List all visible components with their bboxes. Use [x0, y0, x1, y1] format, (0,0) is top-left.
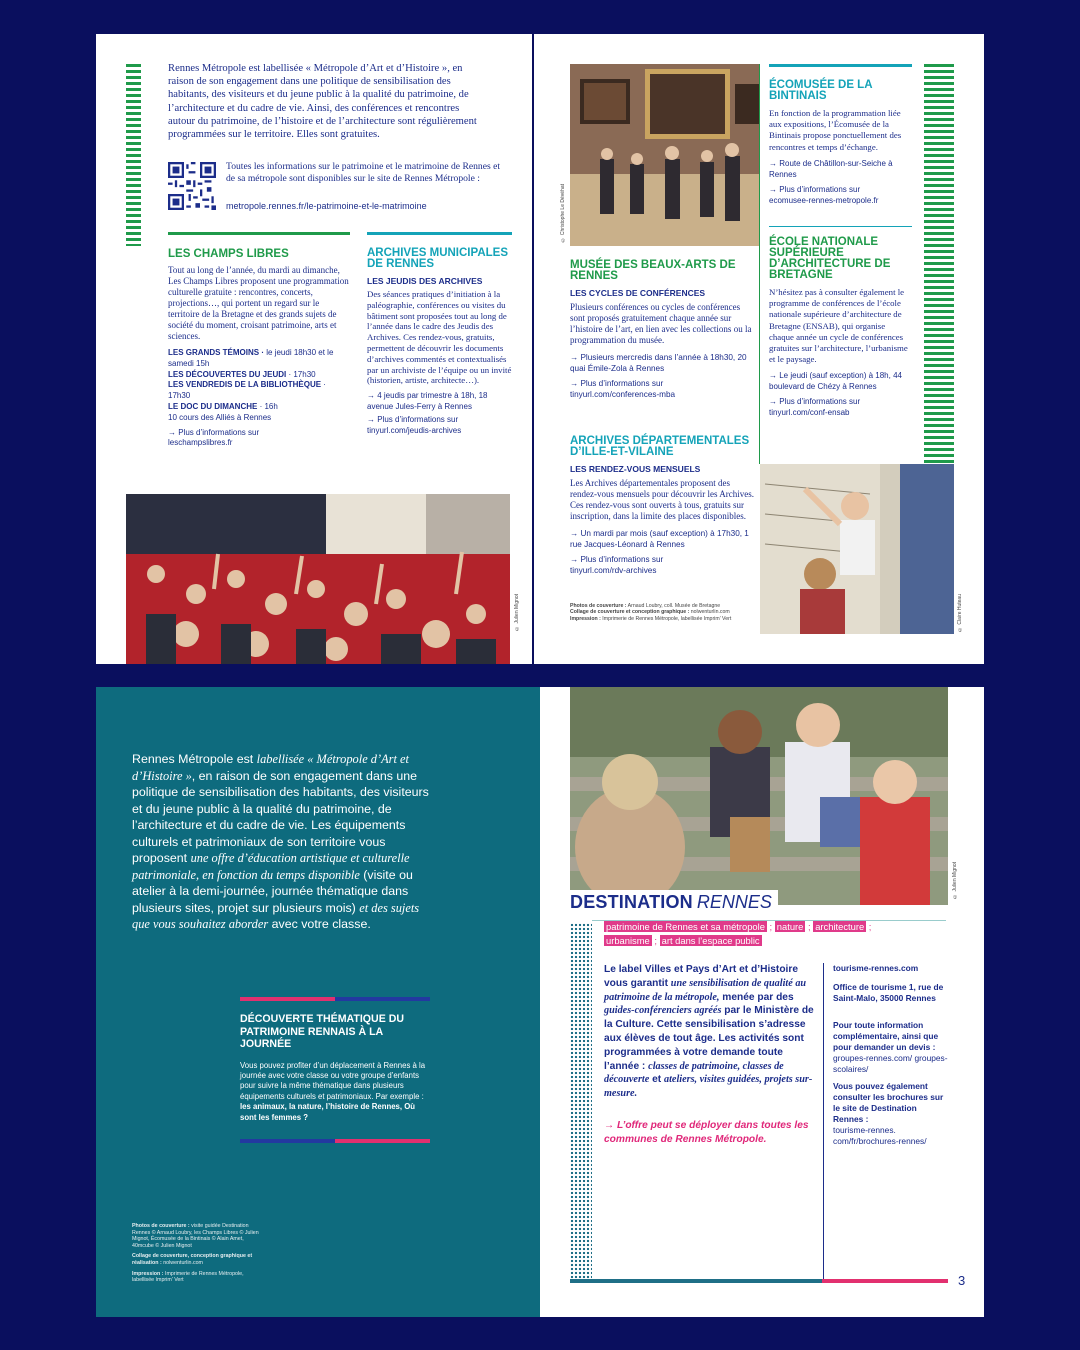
highlight-text: → L’offre peut se déployer dans toutes les communes de Rennes Métropole.	[604, 1120, 809, 1145]
text-run: une offre d’éducation artistique et culturelle patrimoniale, en fonction du temps disponible	[132, 851, 410, 882]
tag[interactable]: patrimoine de Rennes et sa métropole	[606, 921, 765, 932]
text-run: (visite ou atelier à la demi-journée, journée thématique dans plusieurs sites, projet sur plusieurs mois)	[132, 867, 413, 915]
column-divider	[823, 963, 824, 1281]
section-title: ARCHIVES DÉPARTEMENTALES D’ILLE-ET-VILAINE	[570, 435, 750, 458]
photo-credit: © Julien Mignot	[952, 862, 958, 899]
section-rule	[367, 232, 512, 235]
green-stripe-decoration	[924, 64, 954, 464]
destination-title: DESTINATION RENNES	[570, 890, 778, 913]
box-title: DÉCOUVERTE THÉMATIQUE DU PATRIMOINE RENNAIS À LA JOURNÉE	[240, 1013, 405, 1050]
address: → Route de Châtillon-sur-Seiche à Rennes	[769, 158, 893, 179]
contact-site[interactable]: tourisme-rennes.com	[833, 963, 919, 973]
photo-credit: © Julien Mignot	[514, 594, 520, 631]
box-top-rule	[240, 997, 430, 1001]
page-left-bottom	[96, 687, 540, 1317]
more-info-link[interactable]: tinyurl.com/conferences-mba	[570, 390, 676, 399]
schedule: → 4 jeudis par trimestre à 18h, 18 avenue Jules-Ferry à Rennes	[367, 391, 488, 411]
credits-block	[570, 603, 755, 622]
child-photo	[760, 464, 954, 634]
text-run: , en raison de son engagement dans une politique de sensibilisation des habitants, des visiteurs et du jeune public à la qualité du patrimoine, de l’architecture et du cadre de vie. Les équipements culturels et patrimoniaux de son territoire vous proposent	[132, 768, 429, 865]
credits-block	[132, 1223, 262, 1284]
text-run: Rennes Métropole est	[132, 752, 257, 766]
more-info-label: → Plus d’informations sur	[570, 379, 664, 388]
more-info-link[interactable]: ecomusee-rennes-metropole.fr	[769, 195, 879, 205]
credit-line: Photos de couverture : Arnaud Loubry, coll. Musée de Bretagne	[570, 603, 721, 609]
section-archives-municipales	[367, 232, 512, 436]
credit-line: Impression : Imprimerie de Rennes Métropole, labellisée Imprim’ Vert	[132, 1270, 244, 1284]
info-link[interactable]: groupes-rennes.com/ groupes-scolaires/	[833, 1053, 948, 1074]
more-info-label: → Plus d’informations sur	[769, 397, 861, 407]
tag[interactable]: architecture	[815, 921, 865, 932]
text-run: et	[649, 1074, 664, 1086]
box-bottom-rule	[240, 1139, 430, 1143]
page-right-top	[534, 34, 984, 664]
more-info-link[interactable]: leschampslibres.fr	[168, 438, 233, 448]
section-archives-departementales	[570, 436, 755, 576]
credit-line: Impression : Imprimerie de Rennes Métropole, labellisée Imprim’ Vert	[570, 615, 732, 622]
schedule: → Plusieurs mercredis dans l’année à 18h30, 20 quai Émile-Zola à Rennes	[570, 353, 747, 373]
text-run: une sensibilisation de qualité au patrimoine de la métropole,	[604, 977, 807, 1003]
section-body: Plusieurs conférences ou cycles de conférences sont proposés gratuitement chaque année sur l’histoire de l’art, en lien avec les collections ou la programmation du musée.	[570, 302, 752, 345]
section-subtitle: LES JEUDIS DES ARCHIVES	[367, 276, 483, 286]
text-run: guides-conférenciers agréés	[604, 1005, 722, 1017]
qr-code-icon	[168, 162, 216, 210]
qr-link[interactable]: metropole.rennes.fr/le-patrimoine-et-le-matrimoine	[226, 201, 427, 211]
text-run: ateliers, visites guidées, projets sur-mesure.	[604, 1074, 813, 1100]
section-body: Tout au long de l’année, du mardi au dimanche, Les Champs Libres proposent une programmation culturelle gratuite : rencontres, concerts, projections…, qui portent un regard sur le territoire de la Bretagne et des grands sujets de société du moment, croisant patrimoine, arts et sciences.	[168, 265, 349, 341]
section-musee-beaux-arts	[570, 260, 755, 400]
more-info-link[interactable]: tinyurl.com/conf-ensab	[769, 408, 850, 418]
info-link[interactable]: tourisme-rennes. com/fr/brochures-rennes/	[833, 1125, 927, 1146]
text-run: menée par des	[719, 991, 794, 1003]
thematic-box	[240, 997, 430, 1143]
museum-photo	[570, 64, 760, 246]
section-title: LES CHAMPS LIBRES	[168, 248, 289, 260]
box-examples: les animaux, la nature, l’histoire de Rennes, Où sont les femmes ?	[240, 1102, 416, 1122]
more-info-label: → Plus d’informations sur	[367, 415, 459, 425]
event-item: LE DOC DU DIMANCHE · 16h	[168, 401, 278, 411]
credit-line: Collage de couverture, conception graphique et réalisation : nolwenturlin.com	[132, 1253, 253, 1266]
tag[interactable]: nature	[776, 921, 804, 932]
audience-photo	[126, 494, 510, 664]
event-item: LES GRANDS TÉMOINS · le jeudi 18h30 et le samedi 15h	[168, 348, 334, 368]
intro-text	[132, 751, 432, 933]
page-left-top	[96, 34, 532, 664]
tag[interactable]: art dans l’espace public	[661, 935, 760, 946]
intro-text: Rennes Métropole est labellisée « Métropole d’Art et d’Histoire », en raison de son engagement dans une politique de sensibilisation des habitants, des visiteurs et du jeune public à la qualité du patrimoine, de l’architecture et du cadre de vie. Ainsi, des conférences et rencontres autour du patrimoine, de l’histoire et de l’architecture sont régulièrement programmées sur le territoire. Elles sont gratuites.	[168, 63, 477, 141]
column-divider	[759, 64, 760, 464]
event-item: LES DÉCOUVERTES DU JEUDI · 17h30	[168, 369, 316, 379]
credit-line: Collage de couverture et conception graphique : nolwenturlin.com	[570, 609, 730, 616]
section-ensab	[769, 237, 912, 418]
section-champs-libres	[168, 232, 350, 449]
more-info-label: → Plus d’informations sur	[570, 555, 664, 564]
section-rule	[769, 64, 912, 67]
text-run: classes de patrimoine, classes de découverte	[604, 1060, 784, 1086]
section-subtitle: LES CYCLES DE CONFÉRENCES	[570, 288, 706, 298]
section-title: ARCHIVES MUNICIPALES DE RENNES	[367, 247, 508, 270]
green-stripe-decoration	[126, 64, 141, 246]
page-number: 3	[958, 1273, 966, 1288]
tag-list: patrimoine de Rennes et sa métropole ; nature ; architecture ; urbanisme ; art dans l’espace public	[606, 921, 872, 946]
more-info-label: → Plus d’informations sur	[168, 427, 260, 437]
more-info-label: → Plus d’informations sur	[769, 184, 861, 194]
section-title: ÉCOMUSÉE DE LA BINTINAIS	[769, 79, 873, 102]
box-body: Vous pouvez profiter d’un déplacement à Rennes à la journée avec votre classe ou votre groupe d’enfants pour suivre la même thématique dans plusieurs équipements culturels et patrimoniaux. Par exemple :	[240, 1060, 426, 1101]
contact-office: Office de tourisme 1, rue de Saint-Malo, 35000 Rennes	[833, 982, 944, 1003]
dot-pattern-decoration	[570, 923, 592, 1283]
info-label: Vous pouvez également consulter les brochures sur le site de Destination Rennes :	[833, 1081, 944, 1124]
section-title: ÉCOLE NATIONALE SUPÉRIEURE D’ARCHITECTURE DE BRETAGNE	[769, 236, 891, 281]
qr-caption: Toutes les informations sur le patrimoine et le matrimoine de Rennes et de sa métropole sont disponibles sur le site de Rennes Métropole :	[226, 161, 501, 185]
events-list	[168, 348, 350, 449]
section-body: Les Archives départementales proposent des rendez-vous mensuels pour découvrir les Archives. Ces rendez-vous sont ouverts à tous, gratuits sur inscription, dans la limite des places disponibles.	[570, 478, 754, 521]
photo-credit: © Claire Huteau	[957, 594, 963, 632]
bottom-rule	[570, 1279, 948, 1283]
text-run: labellisée « Métropole d’Art et d’Histoire »	[132, 752, 409, 783]
info-label: Pour toute information complémentaire, ainsi que pour demander un devis :	[833, 1020, 939, 1052]
section-title: MUSÉE DES BEAUX-ARTS DE RENNES	[570, 259, 736, 282]
text-run: par le Ministère de la Culture. Cette sensibilisation s’adresse aux élèves de tout âge. Les activités sont programmées à votre demande toute l’année :	[604, 1005, 814, 1072]
more-info-link[interactable]: tinyurl.com/rdv-archives	[570, 566, 657, 575]
section-rule	[168, 232, 350, 235]
divider	[769, 226, 912, 227]
event-item: LES VENDREDIS DE LA BIBLIOTHÈQUE · 17h30	[168, 380, 326, 401]
section-body: En fonction de la programmation liée aux expositions, l’Écomusée de la Bintinais propose ponctuellement des rencontres et temps d’échange.	[769, 108, 902, 152]
section-ecomusee	[769, 64, 912, 206]
tag[interactable]: urbanisme	[606, 935, 650, 946]
contact-column	[833, 963, 948, 1147]
text-run: Le label Villes et Pays d’Art et d’Histoire vous garantit	[604, 964, 799, 989]
section-body: Des séances pratiques d’initiation à la paléographie, conférences ou visites du bâtiment sont proposées tout au long de l’année dans le cadre des Jeudis des Archives. Ces rendez-vous, gratuits, permettent de découvrir les documents d’archives commentés et contextualisés par un archiviste de l’équipe ou un invité (historien, artiste, architecte…).	[367, 289, 512, 386]
main-text	[604, 963, 816, 1101]
address: 10 cours des Alliés à Rennes	[168, 412, 272, 422]
schedule: → Un mardi par mois (sauf exception) à 17h30, 1 rue Jacques-Léonard à Rennes	[570, 529, 749, 549]
more-info-link[interactable]: tinyurl.com/jeudis-archives	[367, 425, 462, 435]
photo-credit: © Christophe Le Dévéhat	[560, 184, 566, 243]
page-right-bottom	[540, 687, 984, 1317]
kids-photo	[570, 687, 948, 905]
section-subtitle: LES RENDEZ-VOUS MENSUELS	[570, 464, 701, 474]
text-run: et des sujets que vous souhaitez aborder	[132, 900, 420, 931]
section-body: N’hésitez pas à consulter également le programme de conférences de l’école nationale supérieure d’architecture de Bretagne (ENSAB), qui organise chaque année un cycle de conférences gratuites sur l’architecture, l’urbanisme et le paysage.	[769, 287, 908, 365]
schedule: → Le jeudi (sauf exception) à 18h, 44 boulevard de Chézy à Rennes	[769, 371, 902, 392]
text-run: avec votre classe.	[268, 917, 371, 931]
credit-line: Photos de couverture : visite guidée Destination Rennes © Arnaud Loubry, les Champs Libres © Julien Mignot, Écomusée de la Bintinais © Alain Amet, 40mcube © Julien Mignot	[132, 1223, 259, 1249]
